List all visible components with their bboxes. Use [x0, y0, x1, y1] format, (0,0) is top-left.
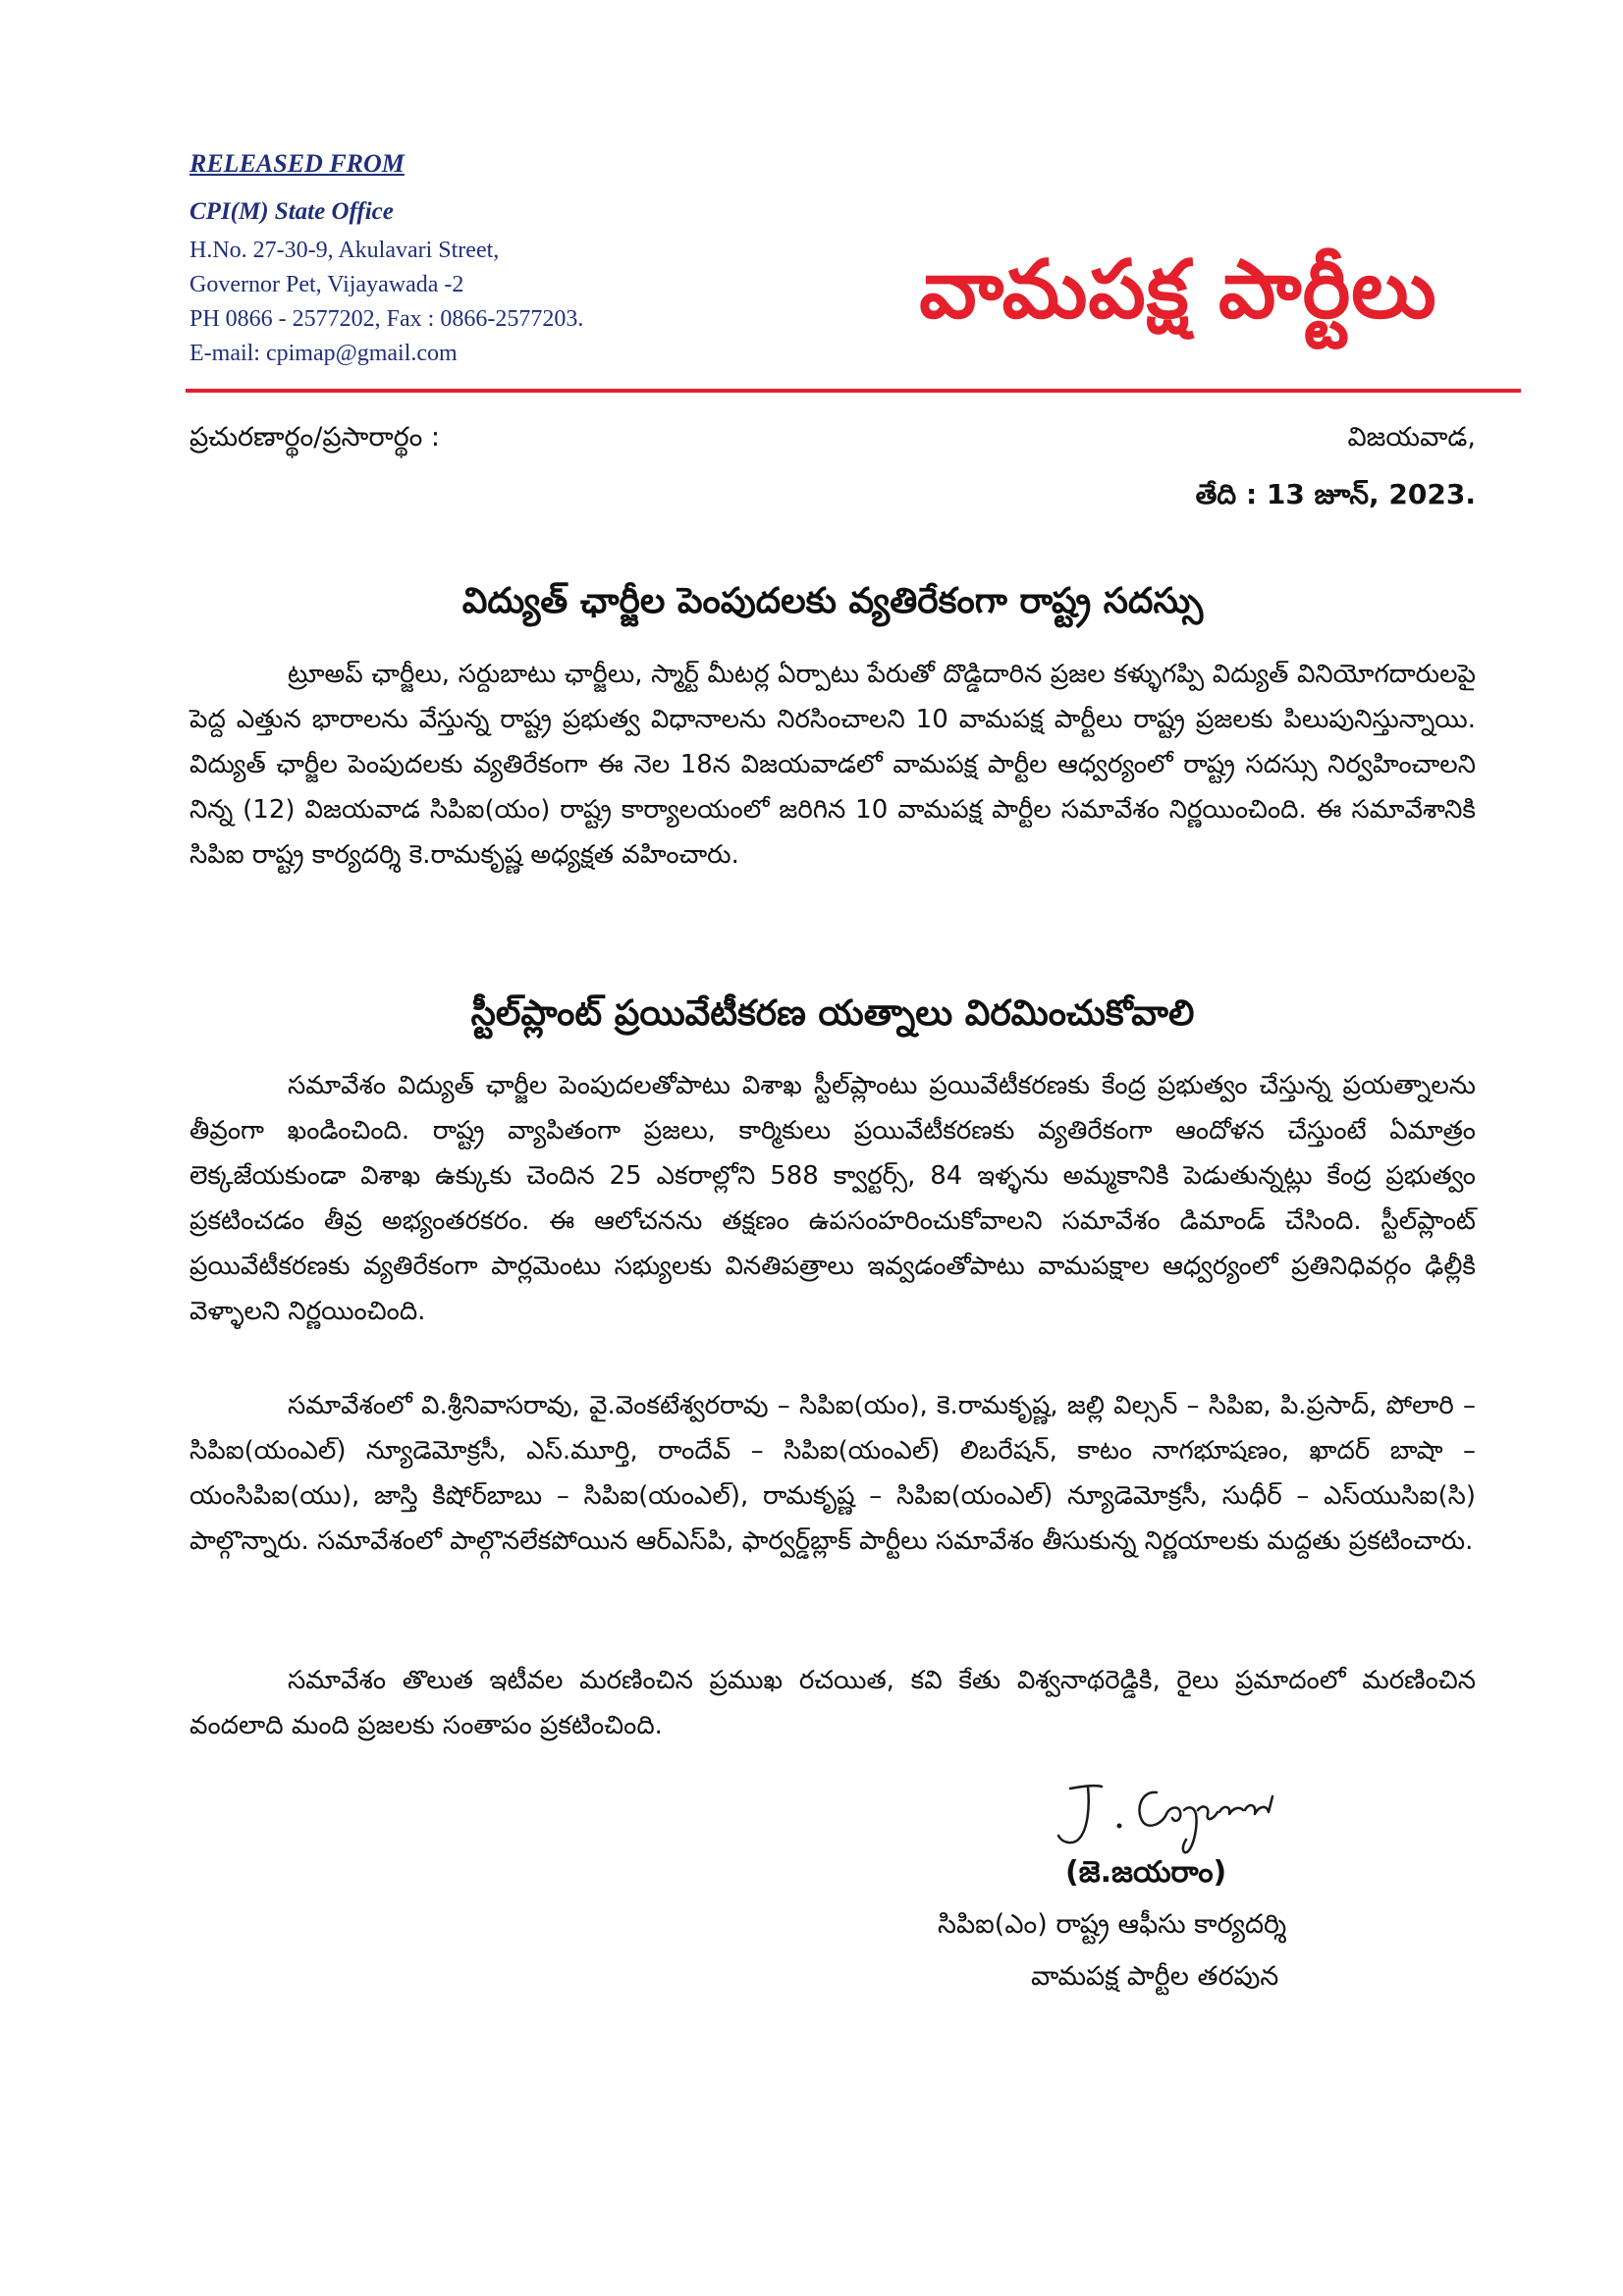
signatory-on-behalf: వామపక్ష పార్టీల తరపున [1031, 1961, 1279, 1992]
header-divider [186, 389, 1521, 393]
phone-fax-line: PH 0866 - 2577202, Fax : 0866-2577203. [189, 306, 584, 332]
paragraph: ట్రూఅప్ ఛార్జీలు, సర్దుబాటు ఛార్జీలు, స్మార్ట్ మీటర్ల ఏర్పాటు పేరుతో దొడ్డిదారిన ప్రజల కళ్ళుగప్పి విద్యుత్ వినియోగదారులపై పెద్ద ఎత్తున భారాలను వేస్తున్న రాష్ట్ర ప్రభుత్వ విధానాలను నిరసించాలని 10 వామపక్ష పార్టీలు రాష్ట్ర ప్రజలకు పిలుపునిస్తున్నాయి. విద్యుత్ ఛార్జీల పెంపుదలకు వ్యతిరేకంగా ఈ నెల 18న విజయవాడలో వామపక్ష పార్టీల ఆధ్వర్యంలో రాష్ట్ర సదస్సు నిర్వహించాలని నిన్న (12) విజయవాడ సిపిఐ(యం) రాష్ట్ర కార్యాలయంలో జరిగిన 10 వామపక్ష పార్టీల సమావేశం నిర్ణయించింది. ఈ సమావేశానికి సిపిఐ రాష్ట్ర కార్యదర్శి కె.రామకృష్ణ అధ్యక్షత వహించారు. [189, 660, 1476, 870]
publication-label: ప్రచురణార్థం/ప్రసారార్థం : [189, 422, 441, 453]
signatory-name: (జె.జయరాం) [1065, 1855, 1227, 1890]
brand-title: వామపక్ష పార్టీలు [919, 243, 1437, 337]
paragraph: సమావేశం విద్యుత్ ఛార్జీల పెంపుదలతోపాటు విశాఖ స్టీల్‌ప్లాంటు ప్రయివేటీకరణకు కేంద్ర ప్రభుత్వం చేస్తున్న ప్రయత్నాలను తీవ్రంగా ఖండించింది. రాష్ట్ర వ్యాపితంగా ప్రజలు, కార్మికులు ప్రయివేటీకరణకు వ్యతిరేకంగా ఆందోళన చేస్తుంటే ఏమాత్రం లెక్కజేయకుండా విశాఖ ఉక్కుకు చెందిన 25 ఎకరాల్లోని 588 క్వార్టర్స్, 84 ఇళ్ళను అమ్మకానికి పెడుతున్నట్లు కేంద్ర ప్రభుత్వం ప్రకటించడం తీవ్ర అభ్యంతరకరం. ఈ ఆలోచనను తక్షణం ఉపసంహరించుకోవాలని సమావేశం డిమాండ్ చేసింది. స్టీల్‌ప్లాంట్ ప్రయివేటీకరణకు వ్యతిరేకంగా పార్లమెంటు సభ్యులకు వినతిపత్రాలు ఇవ్వడంతోపాటు వామపక్షాల ఆధ్వర్యంలో ప్రతినిధివర్గం ఢిల్లీకి వెళ్ళాలని నిర్ణయించింది. [189, 1071, 1476, 1326]
letterhead [189, 149, 739, 371]
paragraph: సమావేశంలో వి.శ్రీనివాసరావు, వై.వెంకటేశ్వరరావు – సిపిఐ(యం), కె.రామకృష్ణ, జల్లి విల్సన్ – సిపిఐ, పి.ప్రసాద్, పోలారి – సిపిఐ(యంఎల్) న్యూడెమోక్రసీ, ఎస్.మూర్తి, రాందేవ్ – సిపిఐ(యంఎల్) లిబరేషన్, కాటం నాగభూషణం, ఖాదర్ బాషా – యంసిపిఐ(యు), జాస్తి కిషోర్‌బాబు – సిపిఐ(యంఎల్), రామకృష్ణ – సిపిఐ(యంఎల్) న్యూడెమోక్రసీ, సుధీర్ – ఎస్‌యుసిఐ(సి) పాల్గొన్నారు. సమావేశంలో పాల్గొనలేకపోయిన ఆర్‌ఎస్‌పి, ఫార్వర్డ్‌బ్లాక్ పార్టీలు సమావేశం తీసుకున్న నిర్ణయాలకు మద్దతు ప్రకటించారు. [189, 1391, 1476, 1556]
section-heading-steel-plant: స్టీల్‌ప్లాంట్ ప్రయివేటీకరణ యత్నాలు విరమించుకోవాలి [470, 993, 1195, 1034]
section-heading-power-charges: విద్యుత్ ఛార్జీల పెంపుదలకు వ్యతిరేకంగా రాష్ట్ర సదస్సు [461, 581, 1204, 621]
date-label: తేది : 13 జూన్, 2023. [1195, 478, 1476, 510]
signatory-role: సిపిఐ(ఎం) రాష్ట్ర ఆఫీసు కార్యదర్శి [938, 1909, 1287, 1940]
place-label: విజయవాడ, [1347, 422, 1476, 453]
address-line: H.No. 27-30-9, Akulavari Street, [189, 238, 500, 263]
paragraph: సమావేశం తొలుత ఇటీవల మరణించిన ప్రముఖ రచయిత, కవి కేతు విశ్వనాథరెడ్డికి, రైలు ప్రమాదంలో మరణించిన వందలాది మంది ప్రజలకు సంతాపం ప్రకటించింది. [189, 1666, 1476, 1740]
released-from-label: RELEASED FROM [189, 149, 405, 178]
handwritten-signature [1041, 1767, 1335, 1865]
address-line: Governor Pet, Vijayawada -2 [189, 272, 464, 297]
office-name: CPI(M) State Office [189, 198, 394, 225]
email-line: E-mail: cpimap@gmail.com [189, 341, 458, 366]
